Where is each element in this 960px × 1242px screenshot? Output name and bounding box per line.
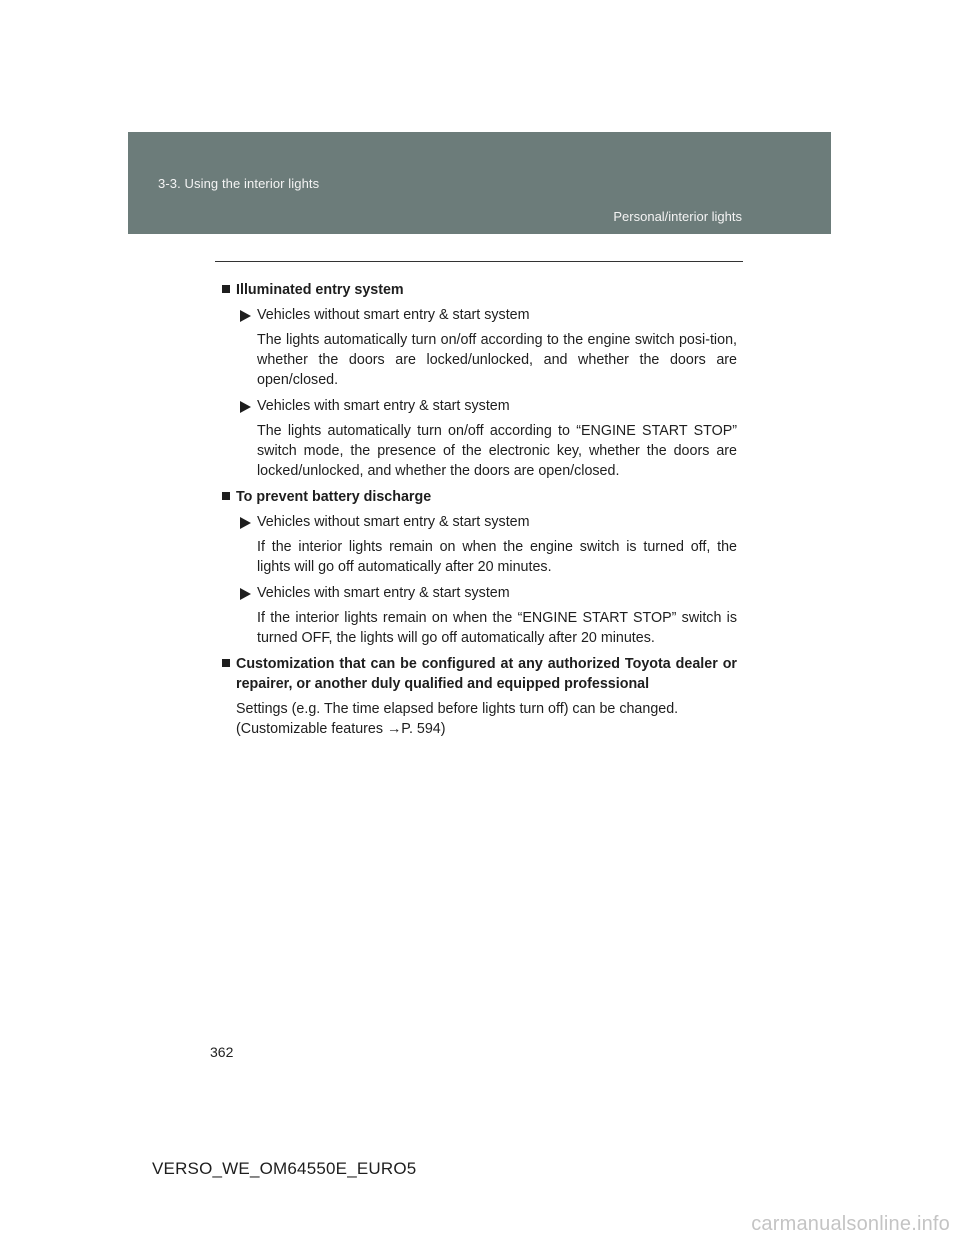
variant-label-text: Vehicles without smart entry & start system (257, 307, 530, 323)
triangle-bullet-icon (240, 310, 251, 322)
variant-description: If the interior lights remain on when the “ENGINE START STOP” switch is turned OFF, the lights will go off automatically after 20 minutes. (257, 610, 737, 646)
variant-description: The lights automatically turn on/off according to the engine switch posi-tion, whether the doors are locked/unlocked, and whether the doors are open/closed. (257, 332, 737, 388)
variant-label (220, 305, 737, 325)
variant-description: The lights automatically turn on/off according to “ENGINE START STOP” switch mode, the presence of the electronic key, whether the doors are locked/unlocked, and whether the doors are open/closed. (257, 423, 737, 479)
variant-description: If the interior lights remain on when the engine switch is turned off, the lights will go off automatically after 20 minutes. (257, 539, 737, 575)
triangle-bullet-icon (240, 517, 251, 529)
variant-label-text: Vehicles with smart entry & start system (257, 585, 510, 601)
document-code: VERSO_WE_OM64550E_EURO5 (152, 1159, 417, 1178)
header-rule (215, 261, 743, 262)
topic-title: Personal/interior lights (613, 209, 742, 224)
square-bullet-icon (222, 285, 230, 293)
heading-text: Illuminated entry system (236, 282, 404, 298)
section-heading (220, 280, 737, 300)
heading-text: To prevent battery discharge (236, 489, 432, 505)
square-bullet-icon (222, 659, 230, 667)
page-content (220, 280, 737, 739)
section-heading (220, 487, 737, 507)
customizable-features-link[interactable]: (Customizable features →P. 594) (236, 721, 446, 737)
customization-text: Settings (e.g. The time elapsed before lights turn off) can be changed. (236, 701, 679, 717)
page-number: 362 (210, 1044, 234, 1060)
triangle-bullet-icon (240, 401, 251, 413)
variant-label (220, 583, 737, 603)
section-title: 3-3. Using the interior lights (158, 176, 320, 191)
variant-label (220, 512, 737, 532)
variant-label-text: Vehicles without smart entry & start system (257, 514, 530, 530)
variant-label-text: Vehicles with smart entry & start system (257, 398, 510, 414)
watermark: carmanualsonline.info (751, 1213, 950, 1235)
heading-text: Customization that can be configured at any authorized Toyota dealer or repairer, or another duly qualified and equipped professional (236, 656, 737, 692)
variant-label (220, 396, 737, 416)
header-band (128, 132, 831, 234)
square-bullet-icon (222, 492, 230, 500)
section-heading (220, 654, 737, 694)
triangle-bullet-icon (240, 588, 251, 600)
